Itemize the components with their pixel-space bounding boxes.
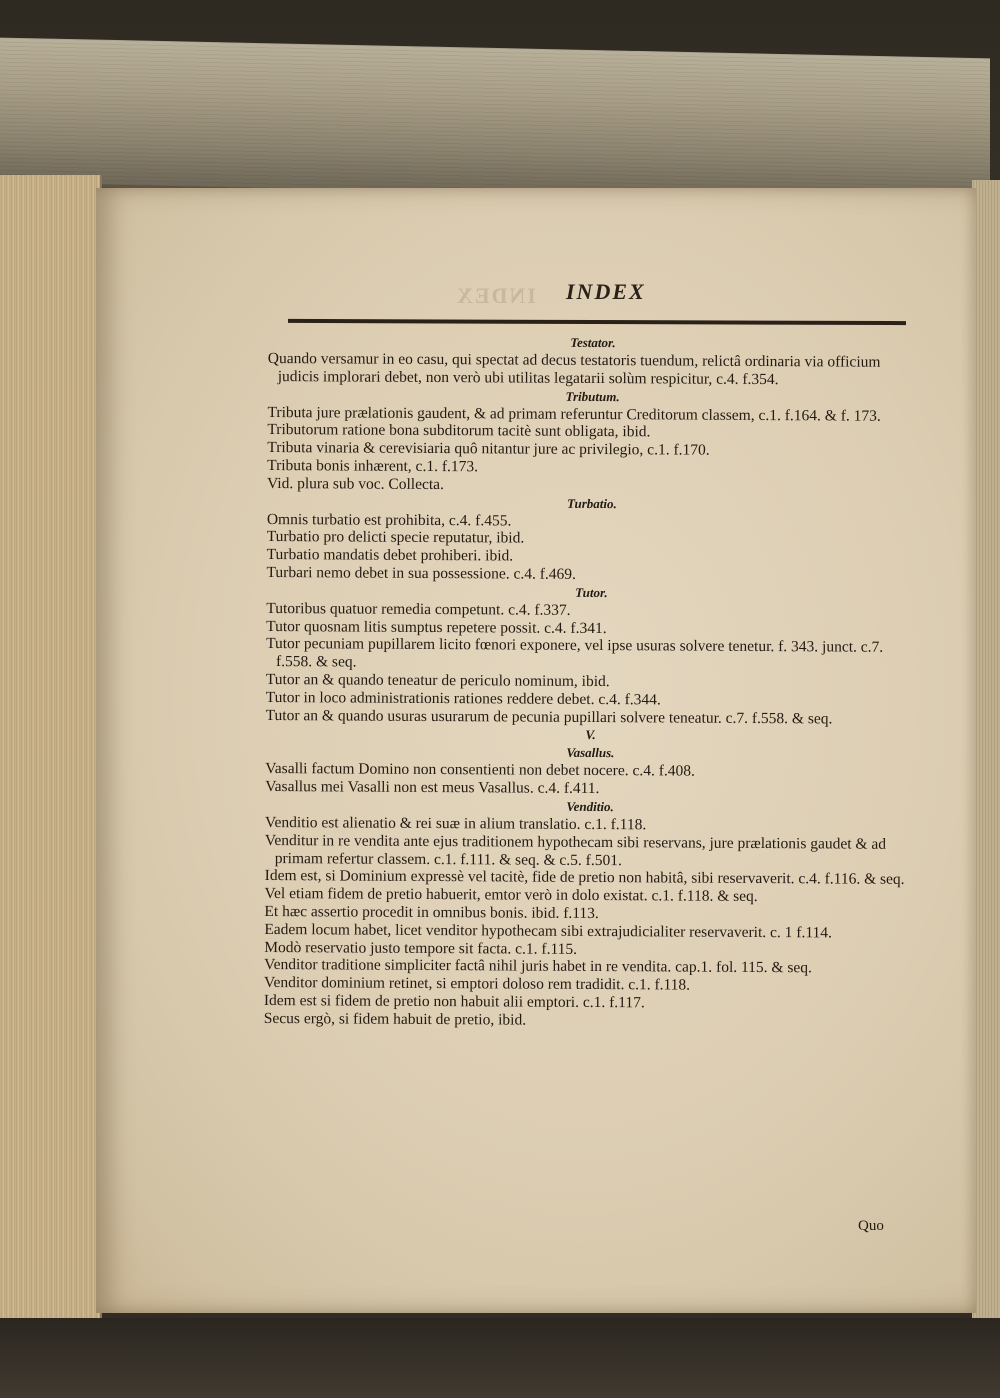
index-entry: Venditio est alienatio & rei suæ in alium translatio. c.1. f.118.	[264, 813, 647, 834]
index-entry: Secus ergò, si fidem habuit de pretio, ibid.	[263, 1009, 527, 1029]
index-entry: Et hæc assertio procedit in omnibus bonis. ibid. f.113.	[264, 902, 599, 922]
index-entry: Tutor an & quando teneatur de periculo nominum, ibid.	[265, 670, 610, 691]
index-entry: Eadem locum habet, licet venditor hypothecam sibi extrajudicialiter reservaverit. c. 1 f.114.	[264, 920, 832, 942]
index-entry: Tributa jure prælationis gaudent, & ad primam referuntur Creditorum classem, c.1. f.164. & f. 173.	[267, 403, 881, 425]
index-entry: Venditor traditione simpliciter factâ nihil juris habet in re vendita. cap.1. fol. 115. & seq.	[264, 956, 812, 977]
section-heading: Testator.	[570, 334, 616, 351]
index-entry: Omnis turbatio est prohibita, c.4. f.455.	[266, 510, 512, 530]
bottom-shadow	[0, 1318, 1000, 1398]
index-entry: Tributa vinaria & cerevisiaria quô nitantur jure ac privilegio, c.1. f.170.	[267, 439, 710, 459]
index-entry: Tutor pecuniam pupillarem licito fœnori exponere, vel ipse usuras solvere tenetur. f. 343. junct. c.7. f.558. & seq.	[266, 635, 884, 671]
page-stack-right	[972, 180, 1000, 1330]
index-entry: Turbatio mandatis debet prohiberi. ibid.	[266, 546, 514, 565]
index-entry: Tutoribus quatuor remedia competunt. c.4. f.337.	[266, 599, 571, 619]
index-entry: Idem est, si Dominium expressè vel tacitè, fide de pretio non habitâ, sibi reservaverit. c.4. f.116. & seq.	[264, 867, 905, 889]
index-entry: Tutor in loco administrationis rationes reddere debet. c.4. f.344.	[265, 688, 661, 709]
index-entry: Quando versamur in eo casu, qui spectat ad decus testatoris tuendum, relictâ ordinaria via officium judicis implorari debet, non verò ubi utilitas legatarii solùm respicitur, c.4. f.354.	[267, 349, 881, 388]
section-heading: Tutor.	[575, 584, 608, 600]
index-entry: Tributa bonis inhærent, c.1. f.173.	[267, 456, 479, 476]
section-heading: Tributum.	[565, 388, 620, 404]
section-heading: Turbatio.	[567, 495, 617, 511]
index-entry: Venditor dominium retinet, si emptori doloso rem tradidit. c.1. f.118.	[263, 974, 691, 994]
page-stack-left	[0, 175, 102, 1325]
section-heading: Vasallus.	[566, 745, 615, 761]
section-heading: Venditio.	[566, 798, 614, 815]
index-entry: Tutor an & quando usuras usurarum de pecunia pupillari solvere teneatur. c.7. f.558. & seq.	[265, 706, 833, 728]
index-entry: Venditur in re vendita ante ejus traditionem hypothecam sibi reservans, jure prælationis gaudet & ad primam refertur classem. c.1. f.111. & seq. & c.5. f.501.	[264, 831, 887, 869]
index-entry: Vel etiam fidem de pretio habuerit, emtor verò in dolo existat. c.1. f.118. & seq.	[264, 885, 758, 906]
index-entry: Vasalli factum Domino non consentienti non debet nocere. c.4. f.408.	[265, 760, 695, 780]
index-entry: Tributorum ratione bona subditorum tacitè sunt obligata, ibid.	[267, 421, 651, 441]
index-entry: Turbari nemo debet in sua possessione. c.4. f.469.	[266, 563, 576, 583]
book-top-edge	[0, 38, 990, 207]
index-entry: Modò reservatio justo tempore sit facta. c.1. f.115.	[264, 938, 578, 958]
section-heading: V.	[585, 727, 596, 743]
index-entry: Idem est si fidem de pretio non habuit alii emptori. c.1. f.117.	[263, 991, 645, 1012]
index-column	[264, 332, 918, 1031]
running-head: INDEX	[566, 279, 646, 304]
index-entry: Vid. plura sub voc. Collecta.	[267, 474, 444, 493]
show-through-heading: INDEX	[455, 283, 536, 308]
catchword: Quo	[858, 1218, 884, 1234]
index-entry: Vasallus mei Vasalli non est meus Vasallus. c.4. f.411.	[265, 778, 600, 798]
index-entry: Turbatio pro delicti specie reputatur, ibid.	[266, 528, 525, 547]
index-entry: Tutor quosnam litis sumptus repetere possit. c.4. f.341.	[266, 617, 607, 637]
